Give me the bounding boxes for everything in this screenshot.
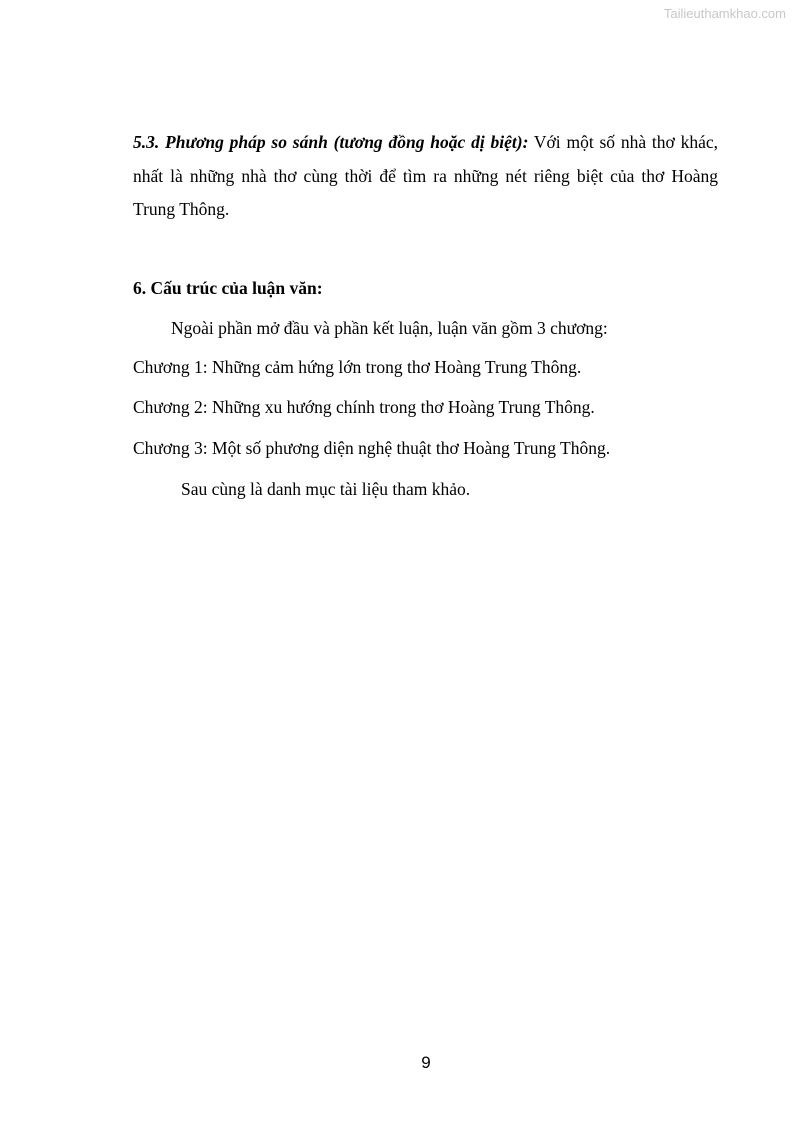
- chapter-3: Chương 3: Một số phương diện nghệ thuật thơ Hoàng Trung Thông.: [133, 438, 611, 458]
- chapter-1: Chương 1: Những cảm hứng lớn trong thơ Hoàng Trung Thông.: [133, 357, 582, 377]
- chapter-2: Chương 2: Những xu hướng chính trong thơ Hoàng Trung Thông.: [133, 397, 595, 417]
- section-5-3-paragraph: [133, 126, 718, 227]
- section-5-3-heading: 5.3. Phương pháp so sánh (tương đồng hoặc dị biệt):: [133, 132, 529, 152]
- section-5-3-body: Với một số nhà thơ khác, nhất là những nhà thơ cùng thời để tìm ra những nét riêng biệt của thơ Hoàng Trung Thông.: [133, 132, 719, 219]
- section-6-heading: 6. Cấu trúc của luận văn:: [133, 278, 323, 298]
- closing-line: Sau cùng là danh mục tài liệu tham khảo.: [181, 479, 471, 499]
- section-6-intro: Ngoài phần mở đầu và phần kết luận, luận văn gồm 3 chương:: [171, 318, 608, 338]
- page-number: 9: [421, 1053, 431, 1072]
- watermark: Tailieuthamkhao.com: [663, 6, 786, 21]
